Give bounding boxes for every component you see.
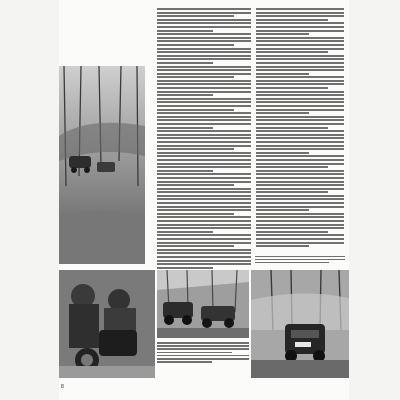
photo-vehicles-convoy [157,270,249,338]
photo-convoy-forest-image [59,66,145,264]
body-text-column-1-lines [157,8,251,270]
body-text-column-2-lines [256,8,344,249]
photo-vehicle-road-image [251,270,349,378]
photo-soldiers-motorcycle [59,270,155,378]
photo-vehicle-road [251,270,349,378]
photo-vehicles-convoy-image [157,270,249,338]
photo-soldiers-motorcycle-image [59,270,155,378]
magazine-page [59,0,349,400]
caption-bottom-lines [157,342,249,364]
page-number: 8 [61,384,64,390]
caption-bottom-right-lines [255,256,345,265]
photo-convoy-forest [59,66,145,264]
